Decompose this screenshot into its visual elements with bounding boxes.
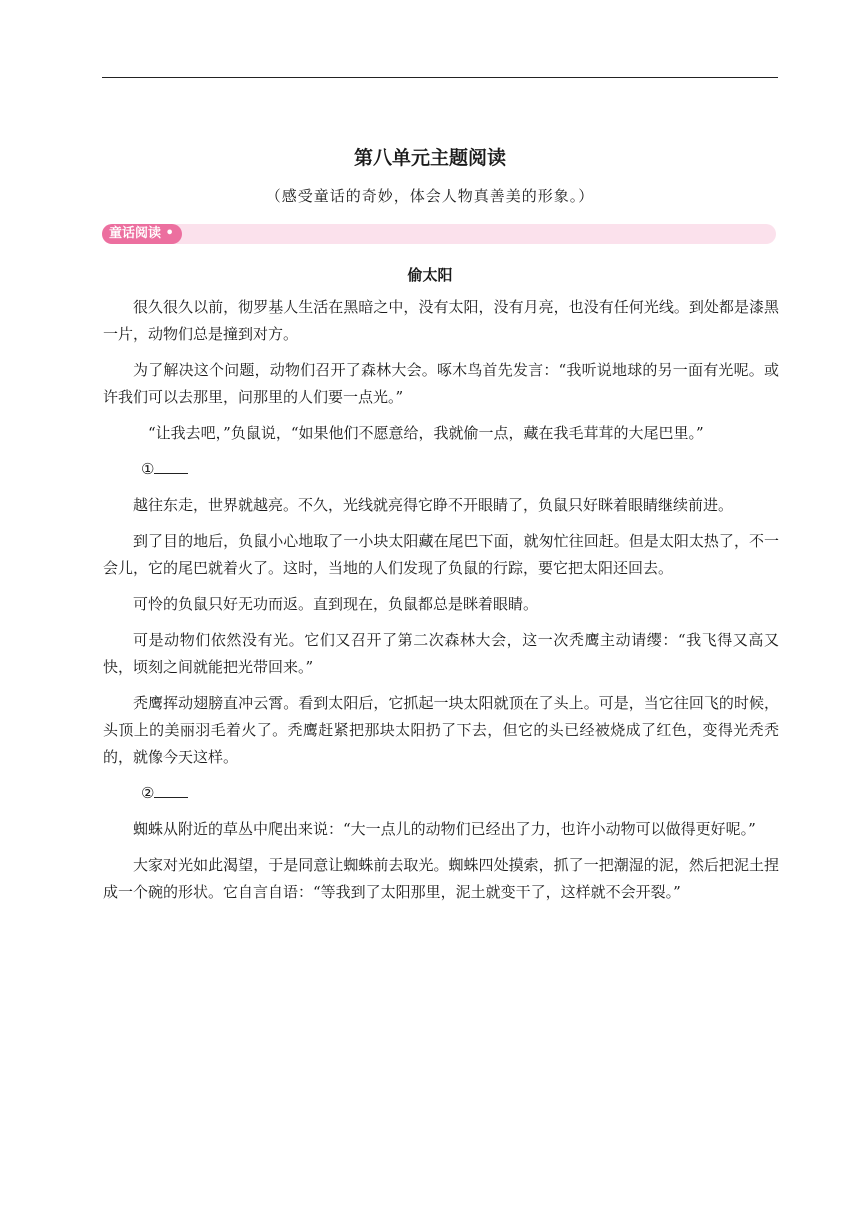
paragraph: “让我去吧，”负鼠说，“如果他们不愿意给，我就偷一点，藏在我毛茸茸的大尾巴里。”: [148, 424, 704, 442]
blank-line[interactable]: [154, 458, 188, 474]
paragraph: 越往东走，世界就越亮。不久，光线就亮得它睁不开眼睛了，负鼠只好眯着眼睛继续前进。: [133, 496, 734, 514]
page-title: 第八单元主题阅读: [353, 147, 506, 169]
blank-line[interactable]: [154, 782, 188, 798]
paragraph: 为了解决这个问题，动物们召开了森林大会。啄木鸟首先发言：“我听说地球的另一面有光呢。或许我们可以去那里，问那里的人们要一点光。”: [103, 361, 779, 406]
page-subtitle: （感受童话的奇妙，体会人物真善美的形象。）: [265, 187, 595, 205]
fill-blank-1: [103, 456, 779, 483]
paragraph: 蜘蛛从附近的草丛中爬出来说：“大一点儿的动物们已经出了力，也许小动物可以做得更好呢。”: [133, 820, 756, 838]
paragraph: 秃鹰挥动翅膀直冲云霄。看到太阳后，它抓起一块太阳就顶在了头上。可是，当它往回飞的时候，头顶上的美丽羽毛着火了。秃鹰赶紧把那块太阳扔了下去，但它的头已经被烧成了红色，变得光秃秃的，就像今天这样。: [103, 694, 779, 766]
blank-marker: ②: [141, 784, 155, 802]
blank-marker: ①: [141, 460, 155, 478]
paragraph: 大家对光如此渴望，于是同意让蜘蛛前去取光。蜘蛛四处摸索，抓了一把潮湿的泥，然后把泥土捏成一个碗的形状。它自言自语：“等我到了太阳那里，泥土就变干了，这样就不会开裂。”: [103, 856, 779, 901]
story-body: [103, 294, 779, 915]
paragraph: 很久很久以前，彻罗基人生活在黑暗之中，没有太阳，没有月亮，也没有任何光线。到处都是漆黑一片，动物们总是撞到对方。: [103, 298, 779, 343]
paragraph: 到了目的地后，负鼠小心地取了一小块太阳藏在尾巴下面，就匆忙往回赶。但是太阳太热了，不一会儿，它的尾巴就着火了。这时，当地的人们发现了负鼠的行踪，要它把太阳还回去。: [103, 532, 779, 577]
section-banner: [102, 224, 776, 244]
fill-blank-2: [103, 780, 779, 807]
paragraph: 可是动物们依然没有光。它们又召开了第二次森林大会，这一次秃鹰主动请缨：“我飞得又高又快，顷刻之间就能把光带回来。”: [103, 631, 779, 676]
story-title: 偷太阳: [407, 266, 453, 284]
section-tag: 童话阅读 •: [102, 224, 182, 244]
header-rule: [102, 77, 778, 78]
paragraph: 可怜的负鼠只好无功而返。直到现在，负鼠都总是眯着眼睛。: [133, 595, 539, 613]
